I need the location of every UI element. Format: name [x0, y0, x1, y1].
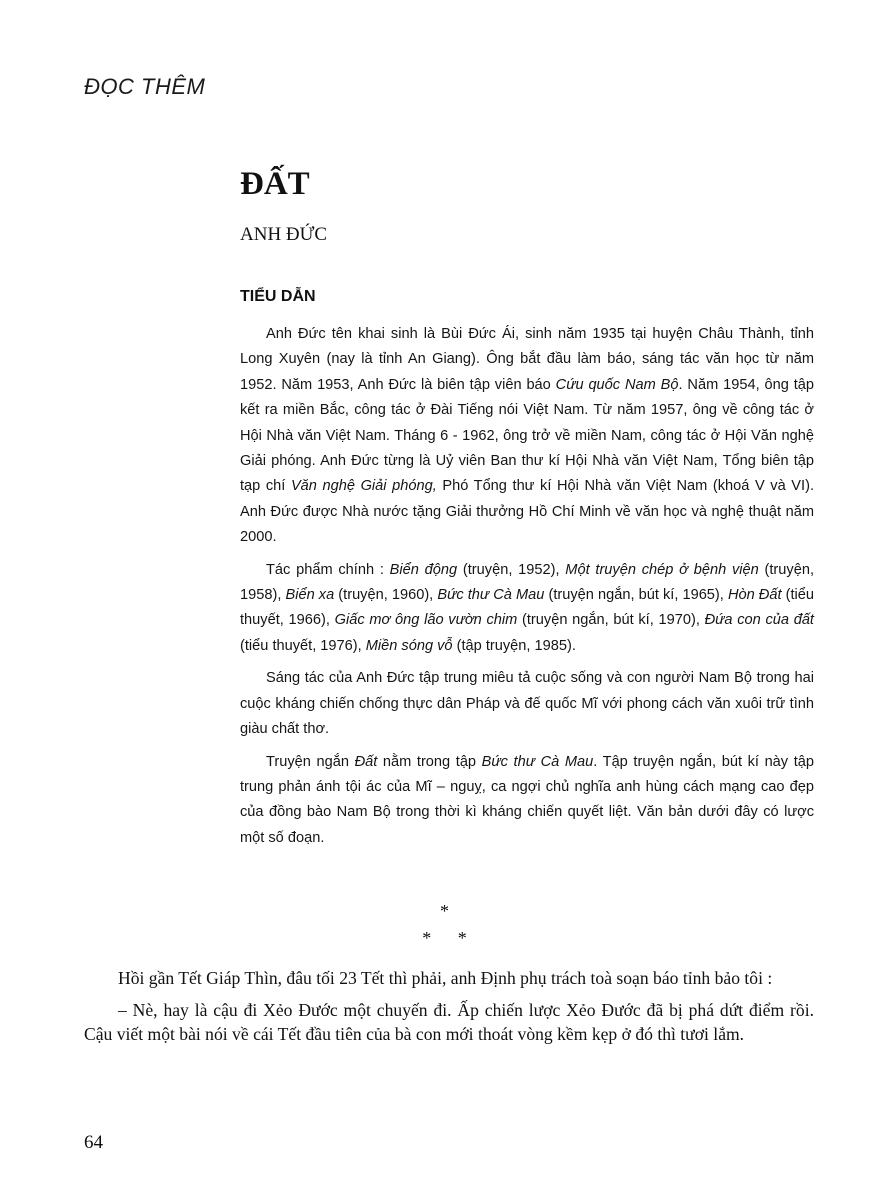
- story-paragraph: – Nè, hay là cậu đi Xẻo Đước một chuyến đi. Ấp chiến lược Xẻo Đước đã bị phá dứt điểm rồi. Cậu viết một bài nói về cái Tết đầu tiên của bà con mới thoát vòng kềm kẹp ở đó thì tươi lắm.: [84, 999, 814, 1045]
- intro-section: [240, 322, 814, 858]
- italic-work-title: Biển xa: [285, 587, 335, 604]
- intro-paragraph-context: [240, 750, 814, 852]
- text-run: nằm trong tập: [377, 753, 482, 770]
- text-run: Anh Đức tên khai sinh là Bùi Đức Ái, sinh năm 1935 tại huyện Châu Thành, tỉnh Long Xuyên (nay là tỉnh An Giang). Ông bắt đầu làm báo, sáng tác văn học từ năm 1952. Năm 1953, Anh Đức là biên tập viên báo: [240, 326, 814, 393]
- text-run: (truyện, 1960),: [334, 587, 438, 604]
- intro-heading: TIỂU DẪN: [240, 288, 316, 305]
- article-author: ANH ĐỨC: [240, 224, 328, 245]
- text-run: (tiểu thuyết, 1966),: [240, 587, 814, 629]
- italic-magazine-title: Văn nghệ Giải phóng,: [290, 478, 437, 495]
- text-run: (truyện ngắn, bút kí, 1965),: [544, 587, 728, 604]
- text-run: (truyện, 1952),: [457, 561, 566, 578]
- text-run: Tác phẩm chính :: [266, 561, 390, 578]
- text-run: (tiểu thuyết, 1976),: [240, 637, 366, 654]
- italic-work-title: Bức thư Cà Mau: [481, 753, 594, 770]
- text-run: Phó Tổng thư kí Hội Nhà văn Việt Nam (khoá V và VI). Anh Đức được Nhà nước tặng Giải thưởng Hồ Chí Minh về văn học và nghệ thuật năm 2000.: [240, 478, 814, 546]
- text-run: Truyện ngắn: [266, 753, 355, 770]
- italic-work-title: Đất: [354, 753, 378, 770]
- italic-newspaper-title: Cứu quốc Nam Bộ: [555, 376, 679, 393]
- asterism-bottom: * *: [422, 928, 467, 948]
- intro-paragraph-style: Sáng tác của Anh Đức tập trung miêu tả cuộc sống và con người Nam Bộ trong hai cuộc kháng chiến chống thực dân Pháp và đế quốc Mĩ với phong cách văn xuôi trữ tình giàu chất thơ.: [240, 670, 814, 738]
- italic-work-title: Biển động: [389, 561, 458, 578]
- story-paragraph: Hồi gần Tết Giáp Thìn, đâu tối 23 Tết thì phải, anh Định phụ trách toà soạn báo tỉnh bảo tôi :: [118, 968, 773, 988]
- story-text: [84, 966, 814, 1054]
- italic-work-title: Bức thư Cà Mau: [437, 587, 545, 604]
- italic-work-title: Hòn Đất: [727, 587, 782, 604]
- intro-paragraph-biography: [240, 322, 814, 551]
- section-label: ĐỌC THÊM: [84, 74, 206, 99]
- intro-paragraph-works: [240, 558, 814, 660]
- italic-work-title: Miền sóng vỗ: [365, 637, 453, 654]
- page-number: 64: [84, 1132, 103, 1153]
- italic-work-title: Một truyện chép ở bệnh viện: [565, 561, 759, 578]
- text-run: . Tập truyện ngắn, bút kí này tập trung phản ánh tội ác của Mĩ – nguỵ, ca ngợi chủ nghĩa anh hùng cách mạng cao đẹp của đồng bào Nam Bộ trong thời kì kháng chiến quyết liệt. Văn bản dưới đây có lược một số đoạn.: [240, 753, 814, 846]
- italic-work-title: Đứa con của đất: [704, 612, 814, 629]
- text-run: (truyện, 1958),: [240, 561, 814, 604]
- text-run: (tập truyện, 1985).: [452, 637, 576, 654]
- italic-work-title: Giấc mơ ông lão vườn chim: [334, 612, 518, 629]
- article-title: ĐẤT: [240, 166, 310, 202]
- asterism-top: *: [440, 901, 449, 921]
- text-run: (truyện ngắn, bút kí, 1970),: [517, 612, 705, 629]
- text-run: . Năm 1954, ông tập kết ra miền Bắc, công tác ở Đài Tiếng nói Việt Nam. Từ năm 1957, ông về công tác ở Hội Nhà văn Việt Nam. Tháng 6 - 1962, ông trở về miền Nam, công tác ở Hội Văn nghệ Giải phóng. Anh Đức từng là Uỷ viên Ban thư kí Hội Nhà văn Việt Nam, Tổng biên tập tạp chí: [240, 376, 814, 495]
